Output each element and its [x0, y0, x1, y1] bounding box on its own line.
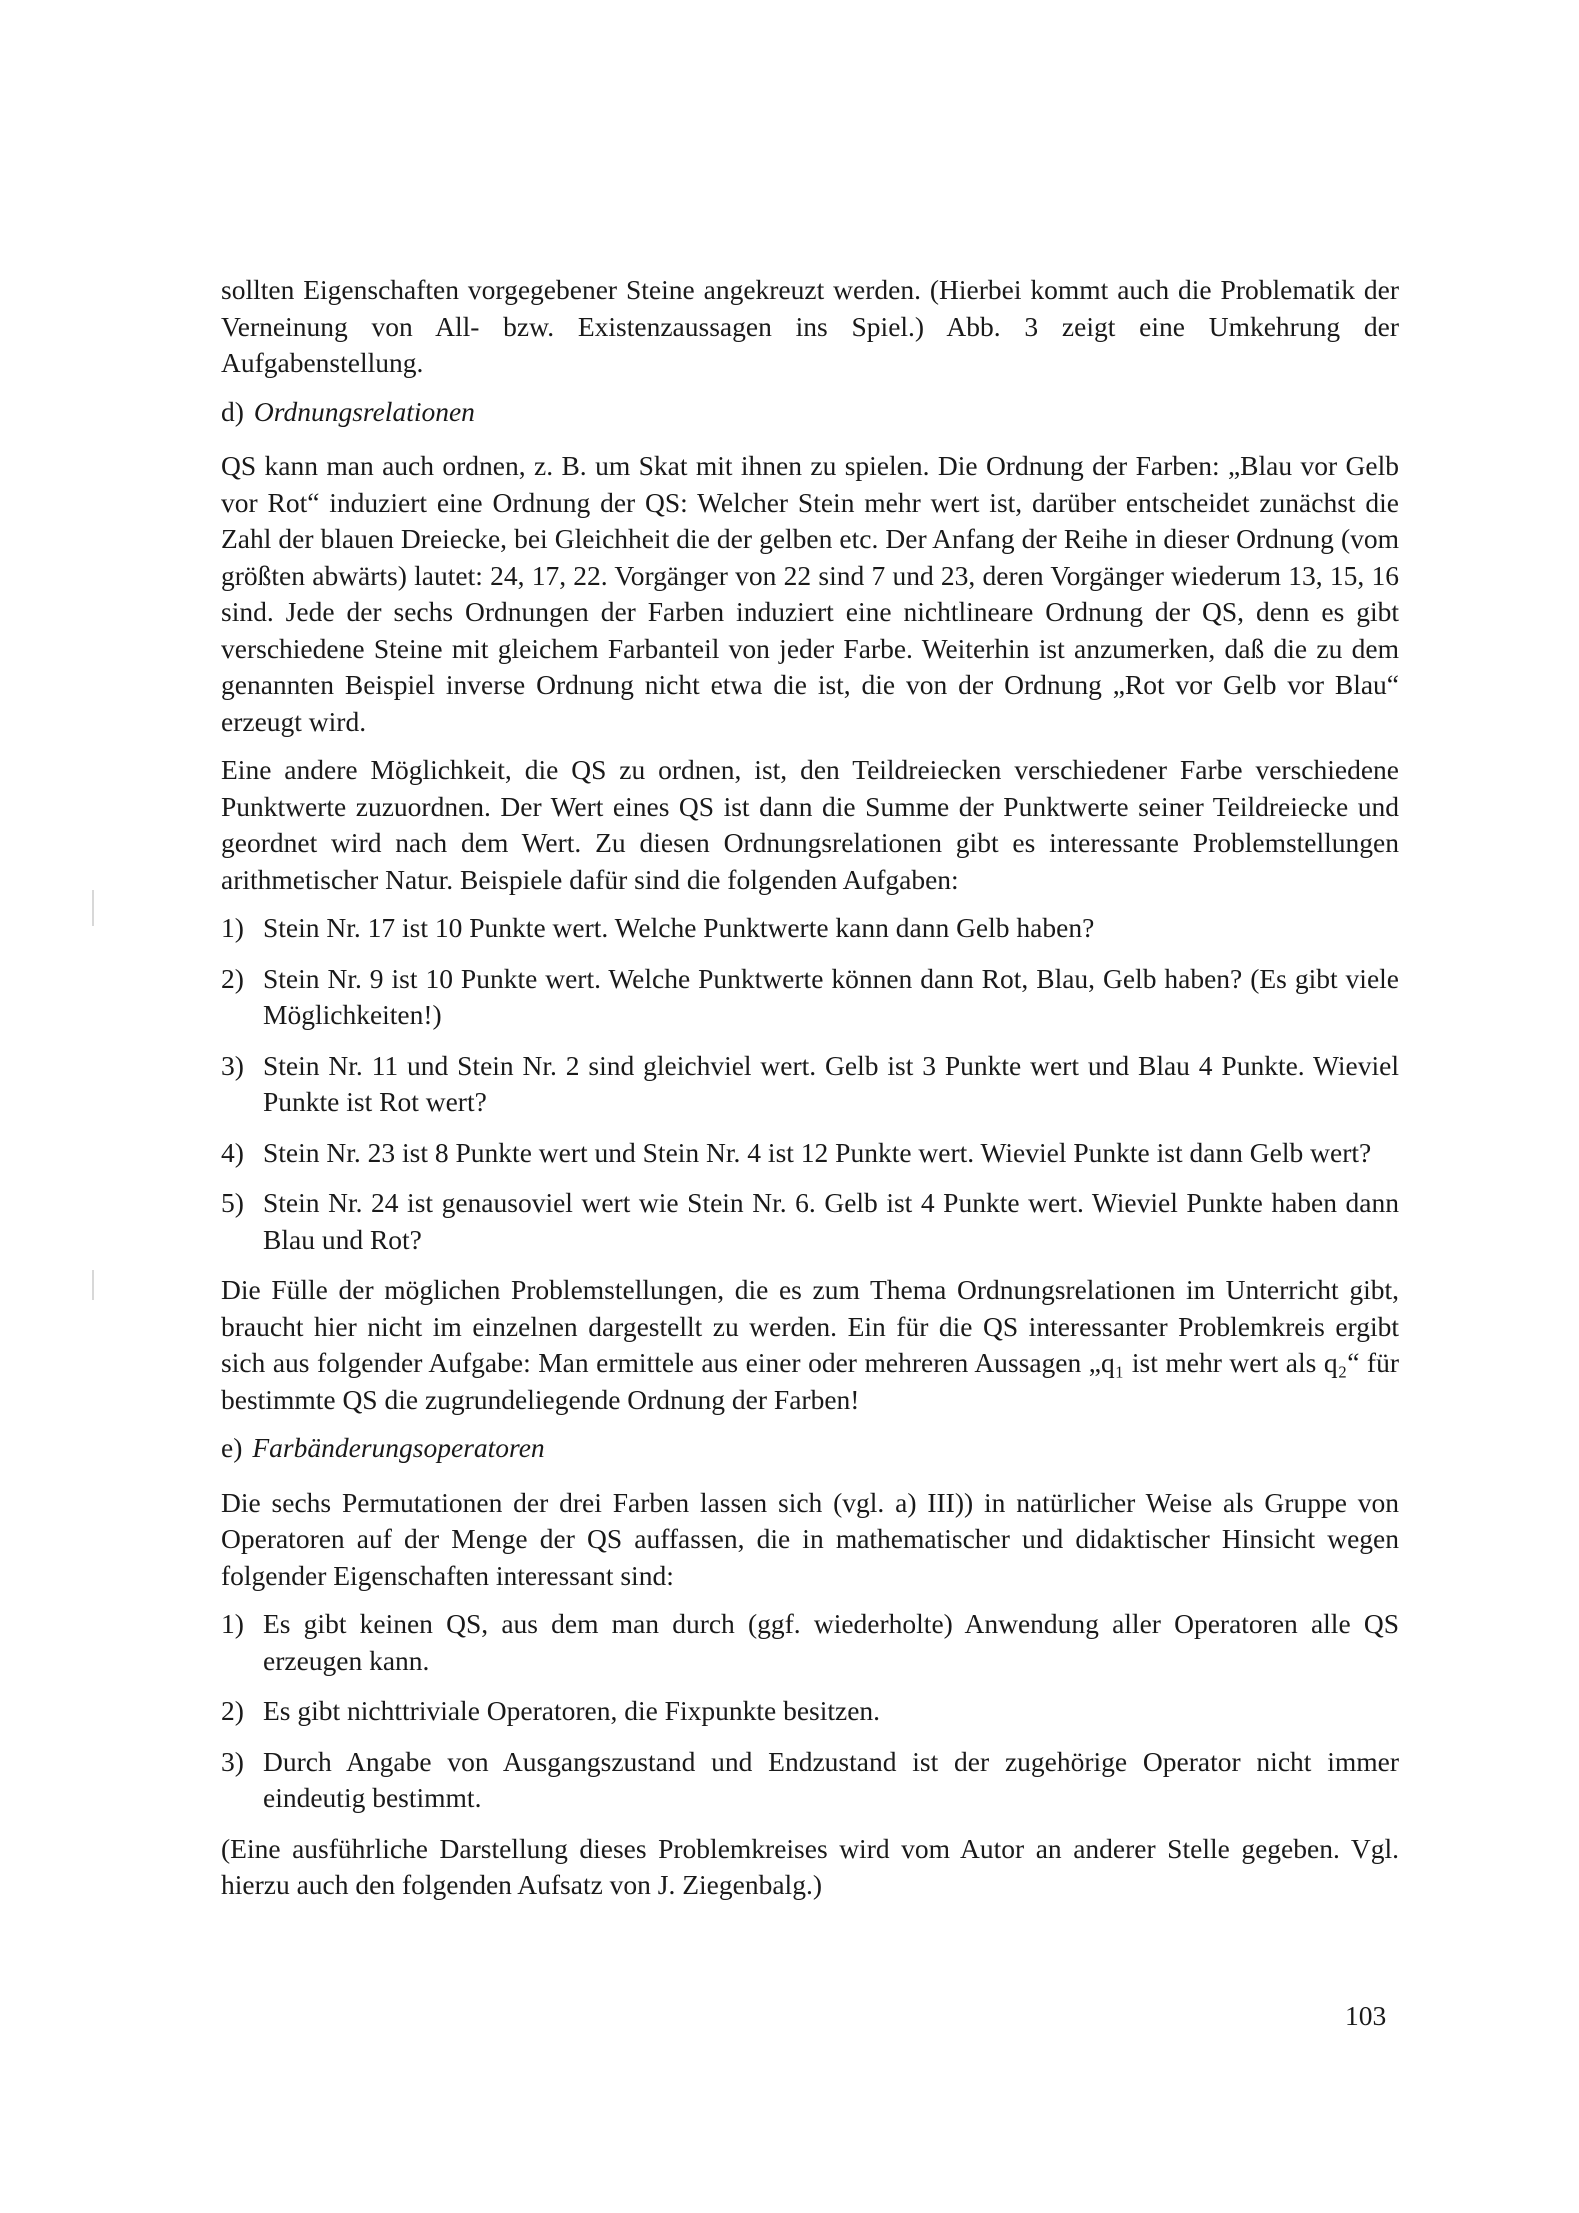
- page-body: [221, 272, 1399, 1916]
- section-title: Farbänderungsoperatoren: [252, 1432, 545, 1463]
- paragraph: (Eine ausführliche Darstellung dieses Problemkreises wird vom Autor an anderer Stelle gegeben. Vgl. hierzu auch den folgenden Aufsatz von J. Ziegenbalg.): [221, 1832, 1399, 1900]
- list-item: [221, 1135, 1399, 1172]
- paragraph: Eine andere Möglichkeit, die QS zu ordnen, ist, den Teildreiecken verschiedener Farbe verschiedene Punktwerte zuzuordnen. Der Wert eines QS ist dann die Summe der Punktwerte seiner Teildreiecke und geordnet wird nach dem Wert. Zu diesen Ordnungsrelationen gibt es interessante Problemstellungen arithmetischer Natur. Beispiele dafür sind die folgenden Aufgaben:: [221, 754, 1399, 895]
- list-item-text: Durch Angabe von Ausgangszustand und Endzustand ist der zugehörige Operator nicht immer eindeutig bestimmt.: [263, 1745, 1399, 1813]
- list-item-text: Stein Nr. 9 ist 10 Punkte wert. Welche Punktwerte können dann Rot, Blau, Gelb haben? (Es gibt viele Möglichkeiten!): [263, 962, 1399, 1030]
- list-item-text: Stein Nr. 24 ist genausoviel wert wie Stein Nr. 6. Gelb ist 4 Punkte wert. Wieviel Punkte haben dann Blau und Rot?: [263, 1187, 1399, 1255]
- section-number: d): [221, 395, 244, 427]
- list-item-text: Stein Nr. 17 ist 10 Punkte wert. Welche Punktwerte kann dann Gelb haben?: [263, 912, 1095, 943]
- section-heading-e: [221, 1430, 1399, 1467]
- paragraph: QS kann man auch ordnen, z. B. um Skat mit ihnen zu spielen. Die Ordnung der Farben: „Blau vor Gelb vor Rot“ induziert eine Ordnung der QS: Welcher Stein mehr wert ist, darüber entscheidet zunächst die Zahl der blauen Dreiecke, bei Gleichheit die der gelben etc. Der Anfang der Reihe in dieser Ordnung (vom größten abwärts) lautet: 24, 17, 22. Vorgänger von 22 sind 7 und 23, deren Vorgänger wiederum 13, 15, 16 sind. Jede der sechs Ordnungen der Farben induziert eine nichtlineare Ordnung der QS, denn es gibt verschiedene Steine mit gleichem Farbanteil von jeder Farbe. Weiterhin ist anzumerken, daß die zu dem genannten Beispiel inverse Ordnung nicht etwa die ist, die von der Ordnung „Rot vor Gelb vor Blau“ erzeugt wird.: [221, 450, 1399, 737]
- paragraph: Die sechs Permutationen der drei Farben lassen sich (vgl. a) III)) in natürlicher Weise als Gruppe von Operatoren auf der Menge der QS auffassen, die in mathematischer und didaktischer Hinsicht wegen folgender Eigenschaften interessant sind:: [221, 1486, 1399, 1591]
- list-marker: 2): [221, 1695, 244, 1726]
- list-item: [221, 1693, 1399, 1730]
- list-item: [221, 1606, 1399, 1679]
- list-item-text: Stein Nr. 11 und Stein Nr. 2 sind gleichviel wert. Gelb ist 3 Punkte wert und Blau 4 Punkte. Wieviel Punkte ist Rot wert?: [263, 1049, 1399, 1117]
- list-marker: 1): [221, 1608, 244, 1639]
- paragraph: Die Fülle der möglichen Problemstellungen, die es zum Thema Ordnungsrelationen im Unterricht gibt, braucht hier nicht im einzelnen dargestellt zu werden. Ein für die QS interessanter Problemkreis ergibt sich aus folgender Aufgabe: Man ermittele aus einer oder mehreren Aussagen „q₁ ist mehr wert als q₂“ für bestimmte QS die zugrundeliegende Ordnung der Farben!: [221, 1274, 1399, 1415]
- list-item: [221, 1185, 1399, 1258]
- list-item-text: Es gibt nichttriviale Operatoren, die Fixpunkte besitzen.: [263, 1695, 881, 1726]
- list-item: [221, 1048, 1399, 1121]
- list-marker: 2): [221, 962, 244, 994]
- opening-paragraph: sollten Eigenschaften vorgegebener Steine angekreuzt werden. (Hierbei kommt auch die Problematik der Verneinung von All- bzw. Existenzaussagen ins Spiel.) Abb. 3 zeigt eine Umkehrung der Aufgabenstellung.: [221, 274, 1399, 378]
- list-marker: 3): [221, 1049, 244, 1081]
- list-marker: 5): [221, 1187, 244, 1218]
- exercise-list: [221, 910, 1399, 1258]
- section-title: Ordnungsrelationen: [253, 395, 475, 427]
- list-marker: 1): [221, 912, 244, 943]
- list-item: [221, 1744, 1399, 1817]
- list-marker: 4): [221, 1136, 244, 1168]
- property-list: [221, 1606, 1399, 1817]
- margin-mark: [92, 1270, 94, 1300]
- list-item: [221, 910, 1399, 947]
- margin-mark: [92, 890, 94, 926]
- list-item: [221, 961, 1399, 1034]
- section-heading-d: [221, 394, 1399, 431]
- section-number: e): [221, 1432, 243, 1463]
- page-number: 103: [1345, 2000, 1387, 2031]
- list-item-text: Stein Nr. 23 ist 8 Punkte wert und Stein Nr. 4 ist 12 Punkte wert. Wieviel Punkte ist dann Gelb wert?: [263, 1136, 1372, 1168]
- list-item-text: Es gibt keinen QS, aus dem man durch (ggf. wiederholte) Anwendung aller Operatoren alle QS erzeugen kann.: [263, 1608, 1399, 1676]
- list-marker: 3): [221, 1745, 244, 1777]
